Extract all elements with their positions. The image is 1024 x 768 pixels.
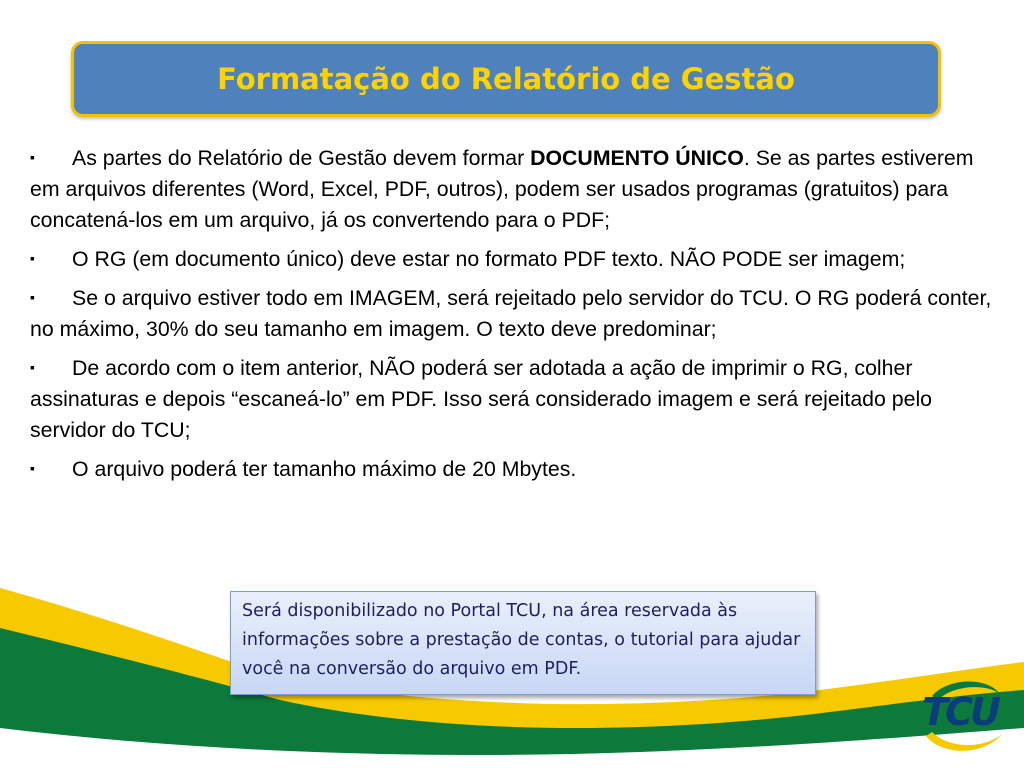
bullet-square-icon: ▪ [30, 250, 35, 266]
bullet-item: ▪ O arquivo poderá ter tamanho máximo de 20 Mbytes. [30, 453, 1000, 485]
logo-text: TCU [922, 690, 998, 734]
bullet-item: ▪ O RG (em documento único) deve estar no formato PDF texto. NÃO PODE ser imagem; [30, 243, 1000, 275]
bullet-square-icon: ▪ [30, 359, 35, 375]
bullet-square-icon: ▪ [30, 460, 35, 476]
bullet-item: ▪ De acordo com o item anterior, NÃO poderá ser adotada a ação de imprimir o RG, colher assinaturas e depois “escaneá-lo” em PDF. Isso será considerado imagem e será rejeitado pelo servidor do TCU; [30, 352, 1000, 446]
bold-emphasis: DOCUMENTO ÚNICO [530, 146, 744, 170]
title-box [71, 41, 941, 117]
bullet-square-icon: ▪ [30, 289, 35, 305]
note-text: Será disponibilizado no Portal TCU, na área reservada às informações sobre a prestação de contas, o tutorial para ajudar você na conversão do arquivo em PDF. [242, 601, 801, 679]
bullet-item: ▪ As partes do Relatório de Gestão devem formar DOCUMENTO ÚNICO. Se as partes estiverem em arquivos diferentes (Word, Excel, PDF, outros), podem ser usados programas (gratuitos) para concatená-los em um arquivo, já os convertendo para o PDF; [30, 142, 1000, 236]
bullet-item: ▪ Se o arquivo estiver todo em IMAGEM, será rejeitado pelo servidor do TCU. O RG poderá conter, no máximo, 30% do seu tamanho em imagem. O texto deve predominar; [30, 282, 1000, 345]
bullet-square-icon: ▪ [30, 149, 35, 165]
tcu-logo [912, 676, 1008, 756]
slide-title: Formatação do Relatório de Gestão [217, 62, 795, 96]
bullet-list [30, 142, 1000, 492]
note-callout [230, 591, 816, 695]
